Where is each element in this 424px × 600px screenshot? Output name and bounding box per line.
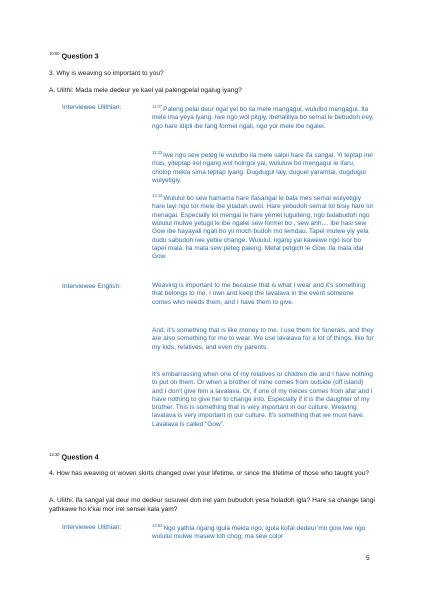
ulithian-answer-paragraph: [152, 149, 374, 185]
english-answer-paragraph: And, it's something that is like money to me. I use them for funerals, and they are also something for me to wear. We use lavalava for a lot of things, like for my kids, relatives, and even my parents.: [152, 327, 374, 351]
page-number: 5: [366, 555, 370, 562]
question-4-heading: [49, 452, 99, 461]
question-3-heading: [49, 51, 99, 60]
english-answer-paragraph: It's embarrassing when one of my relatives or children die and I have nothing to put on them. Or when a brother of mine comes from outside (off island) and I don't give him a lavalava. Or, if one of my nieces comes from afar and I have nothing to give her to change into. Especially if it is the daughter of my brother. This is something that is very important in our culture. Weaving lavalava is very important in our culture. It's something that we must have. Lavalava is called “Gow”.: [152, 371, 373, 428]
interviewee-ulithian-label: Interviewee Ulithian:: [62, 524, 122, 531]
question-title: Question 4: [61, 452, 99, 462]
timestamp: 11:07: [152, 104, 163, 109]
timestamp: 10:50: [49, 51, 60, 56]
paragraph-text: Wululul bo sew hamama hare ifasangal le bala mes semal wulyetigiy hare layi ngo tor mele ibe yitadah uwol. Hare yebudoh semal lol bisiy hare lol menagai. Especially lol mengai le hare yemel luguiteng, ngo balabudoh ngo wululul mulwe yetugil le ibe ngalei sew formel bo , sew ahh.... ibe hasi sew Gow ibe hayayali ngali bo yii moch budoh mo lemdau. Tapel mulwe yiy yela dudu sabudoh iwe yeble change. Wululul, ngang yai kawewe ngo isor bo tapel mala. Ila mala sew peteg paleng. Metal petgich le Gow. Ila mala idal Gow.: [152, 195, 373, 261]
ulithian-answer-paragraph: [152, 522, 374, 542]
interviewee-english-label: Interviewee English:: [62, 283, 122, 290]
timestamp: 13:30: [49, 452, 60, 457]
question-4-text: 4. How has weaving or woven skirts changed over your lifetime, or since the lifetime of those who taught you?: [49, 470, 369, 477]
english-answer-paragraph: Weaving is important to me because that is what I wear and it's something that belongs to me. I own and keep the lavalava in the event someone comes who needs them, and I have them to give.: [152, 282, 366, 306]
question-4-ulithi-prompt: A. Ulithi: Ifa sangal yal deur mo dedeur susuwel doh irel yam bubudoh yesa holadoh igla? Hare sa change tangi yathkawe ho k'kai mor irel sensei kala yam?: [49, 497, 375, 513]
ulithian-answer-paragraph: [152, 103, 374, 131]
timestamp: 13:53: [152, 523, 163, 528]
timestamp: 11:33: [152, 150, 163, 155]
paragraph-text: Iwe ngo sew peteg le wululbo ila mele salpii hare ifa sangal. Yi teptap irel mas, yiteptap irel ngang wol holngoi yai, wululuw bo mengagui le ifaru, cholop mekla sima teptap iyang. Dugdugul laiy, duguel yaramtai, dugdugul wulyetigiy.: [152, 152, 373, 185]
ulithian-answer-paragraph: [152, 192, 374, 262]
question-title: Question 3: [61, 51, 99, 61]
interviewee-ulithian-label: Interviewee Ulithian:: [62, 104, 122, 111]
paragraph-text: Paleng pelal deur ngal yel bo ila mele mangagui, wululbo mengagui. Ila mele ima yeya lyang. Iwe ngo wol pitgiy, ibehaliliya bo semal le bebudoh irey, ngo hare idipli ibe fang formel ngali, ngo yor mele ibe ngalei.: [152, 106, 374, 130]
question-3-ulithi-prompt: A. Ulithi: Mada mele dedeur ye kael yal palengpelal ngalug iyang?: [49, 87, 242, 94]
timestamp: 12:12: [152, 193, 163, 198]
question-3-text: 3. Why is weaving so important to you?: [49, 70, 164, 77]
paragraph-text: Ngo yathla ngang igula mekla ngo, igula kofal dedeur’mo gow iwe ngo wululul mulwe masew loh chog, ma sew color: [152, 525, 366, 541]
